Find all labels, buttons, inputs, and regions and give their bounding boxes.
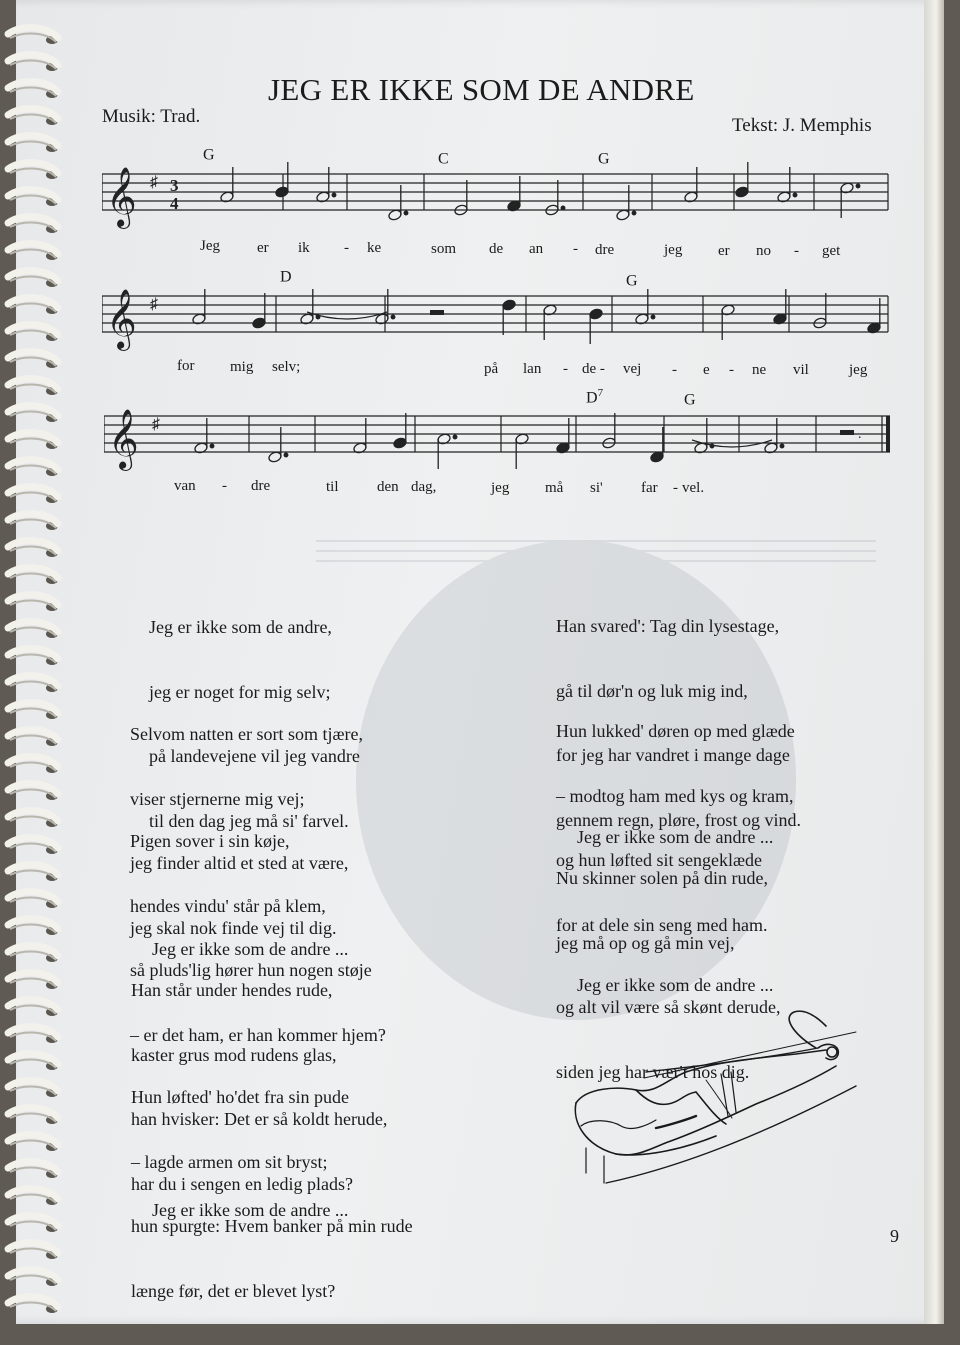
- music-staff-3: [104, 402, 894, 472]
- text-credit: Tekst: J. Memphis: [732, 115, 872, 136]
- chord-symbol: G: [626, 272, 638, 290]
- verse-line: Han står under hendes rude,: [131, 980, 333, 1000]
- verse-line: Jeg er ikke som de andre ...: [577, 975, 774, 995]
- lyric-syllable: er: [257, 240, 269, 256]
- note-dot: [332, 193, 336, 197]
- verse-line: gennem regn, pløre, frost og vind.: [556, 809, 801, 830]
- svg-text:𝄞: 𝄞: [106, 289, 137, 349]
- verse-line: han hvisker: Det er så koldt herude,: [131, 1109, 388, 1129]
- lyric-syllable: på: [484, 361, 499, 377]
- time-signature-top: 3: [170, 176, 179, 195]
- song-title: JEG ER IKKE SOM DE ANDRE: [268, 72, 695, 107]
- lyric-syllable: jeg: [664, 242, 683, 258]
- verse-line: Jeg er ikke som de andre ...: [152, 1200, 349, 1220]
- lyric-syllable: de: [489, 241, 504, 257]
- refrain: [152, 1157, 348, 1265]
- verse-line: til den dag jeg må si' farvel.: [149, 810, 349, 831]
- violin-sketch-icon: [556, 1008, 876, 1193]
- lyric-syllable: get: [822, 243, 841, 259]
- lyric-syllable: mig: [230, 359, 254, 375]
- lyric-syllable: si': [590, 480, 603, 496]
- lyric-syllable: -: [672, 362, 677, 378]
- lyric-syllable: jeg: [849, 362, 868, 378]
- verse-line: Han svared': Tag din lysestage,: [556, 616, 780, 636]
- verse-line: Jeg er ikke som de andre,: [149, 617, 332, 637]
- lyric-syllable: for: [177, 358, 195, 374]
- note-head: [502, 299, 517, 312]
- note-head: [388, 209, 403, 222]
- note-dot: [632, 211, 636, 215]
- verse-line: Nu skinner solen på din rude,: [556, 868, 768, 888]
- verse-line: hendes vindu' står på klem,: [130, 895, 326, 916]
- lyric-syllable: ik: [298, 240, 310, 256]
- note-dot: [210, 444, 214, 448]
- verse-line: har du i sengen en ledig plads?: [131, 1173, 353, 1194]
- verse-line: og hun løfted sit sengeklæde: [556, 850, 762, 870]
- songbook-page: [16, 0, 944, 1324]
- svg-text:♯: ♯: [150, 174, 158, 191]
- lyric-syllable: no: [756, 243, 771, 259]
- lyric-syllable: vej: [623, 361, 642, 377]
- lyric-syllable: vil: [793, 362, 809, 378]
- lyric-syllable: som: [431, 241, 457, 257]
- lyric-syllable: -: [222, 478, 227, 494]
- verse-line: Pigen sover i sin køje,: [130, 831, 290, 851]
- svg-text:♯: ♯: [150, 296, 158, 313]
- lyric-syllable: -: [729, 362, 734, 378]
- verse-line: Jeg er ikke som de andre ...: [152, 939, 349, 959]
- lyric-syllable: selv;: [272, 359, 301, 375]
- note-dot: [710, 444, 714, 448]
- svg-text:𝄞: 𝄞: [108, 409, 139, 469]
- spiral-binding: [0, 0, 90, 1324]
- music-staff-1: [102, 160, 892, 230]
- lyric-syllable: lan: [523, 361, 542, 377]
- verse-line: jeg må op og gå min vej,: [556, 932, 735, 953]
- note-dot: [651, 315, 655, 319]
- lyric-syllable: -: [563, 361, 568, 377]
- chord-symbol: D: [280, 268, 292, 286]
- chord-symbol: C: [438, 150, 449, 168]
- chord-symbol: G: [598, 150, 610, 168]
- lyric-syllable: ne: [752, 362, 767, 378]
- verse-line: på landevejene vil jeg vandre: [149, 746, 360, 766]
- time-signature-bottom: 4: [170, 194, 179, 213]
- note-dot: [856, 184, 860, 188]
- verse-line: Hun løfted' ho'det fra sin pude: [131, 1087, 349, 1107]
- verse-line: Hun lukked' døren op med glæde: [556, 721, 795, 741]
- note-dot: [316, 315, 320, 319]
- verse-line: siden jeg har vær't hos dig.: [556, 1061, 750, 1082]
- chord-symbol: G: [203, 146, 215, 164]
- verse-line: hun spurgte: Hvem banker på min rude: [131, 1216, 413, 1236]
- lyric-syllable: ke: [367, 240, 382, 256]
- lyric-syllable: dre: [251, 478, 271, 494]
- note-head: [650, 451, 665, 464]
- verse-line: – lagde armen om sit bryst;: [131, 1151, 328, 1172]
- verse-line: jeg skal nok finde vej til dig.: [130, 917, 337, 938]
- verse-line: – modtog ham med kys og kram,: [556, 785, 794, 806]
- lyric-syllable: -: [673, 480, 678, 496]
- music-credit: Musik: Trad.: [102, 106, 201, 127]
- note-head: [393, 437, 408, 450]
- chord-symbol: G: [684, 391, 696, 409]
- verse-line: for at dele sin seng med ham.: [556, 914, 768, 935]
- lyric-syllable: -: [573, 241, 578, 257]
- note-head: [589, 308, 604, 321]
- lyric-syllable: an: [529, 241, 544, 257]
- verse-line: så pluds'lig hører hun nogen støje: [130, 960, 372, 980]
- lyric-syllable: van: [174, 478, 196, 494]
- note-head: [616, 209, 631, 222]
- verse-line: for jeg har vandret i mange dage: [556, 745, 790, 765]
- lyric-syllable: dag,: [411, 479, 437, 495]
- chord-symbol: $D^7$: [586, 387, 604, 407]
- lyric-syllable: e: [703, 362, 710, 378]
- verse-line: gå til dør'n og luk mig ind,: [556, 680, 748, 701]
- music-staff-2: [102, 282, 892, 352]
- lyric-syllable: må: [545, 480, 564, 496]
- note-dot: [453, 435, 457, 439]
- svg-text:♯: ♯: [152, 416, 160, 433]
- lyric-syllable: dre: [595, 242, 615, 258]
- svg-text:.: .: [858, 427, 862, 442]
- lyric-syllable: jeg: [491, 480, 510, 496]
- lyric-syllable: den: [377, 479, 399, 495]
- lyric-syllable: -: [794, 243, 799, 259]
- verse-line: viser stjernerne mig vej;: [130, 788, 305, 809]
- note-dot: [404, 211, 408, 215]
- lyric-syllable: til: [326, 479, 339, 495]
- page-edge: [924, 0, 944, 1324]
- verse-line: Selvom natten er sort som tjære,: [130, 724, 363, 744]
- verse-line: jeg er noget for mig selv;: [149, 681, 331, 702]
- verse-line: – er det ham, er han kommer hjem?: [130, 1024, 386, 1045]
- note-head: [275, 186, 290, 199]
- note-dot: [793, 193, 797, 197]
- lyric-syllable: de -: [582, 361, 605, 377]
- verse-line: længe før, det er blevet lyst?: [131, 1280, 336, 1301]
- lyric-syllable: Jeg: [200, 238, 220, 254]
- note-dot: [284, 453, 288, 457]
- note-head: [252, 317, 267, 330]
- lyric-syllable: -: [344, 240, 349, 256]
- verse-line: Jeg er ikke som de andre ...: [577, 827, 774, 847]
- verse-line: kaster grus mod rudens glas,: [131, 1044, 337, 1065]
- page-number: 9: [890, 1226, 899, 1246]
- note-head: [735, 186, 750, 199]
- note-dot: [780, 444, 784, 448]
- verse-line: og alt vil være så skønt derude,: [556, 997, 781, 1017]
- svg-text:𝄞: 𝄞: [106, 167, 137, 227]
- note-head: [268, 451, 283, 464]
- verse-line: jeg finder altid et sted at være,: [130, 853, 349, 873]
- lyric-syllable: far: [641, 480, 658, 496]
- lyric-syllable: er: [718, 243, 730, 259]
- note-dot: [561, 206, 565, 210]
- lyric-syllable: vel.: [682, 480, 705, 496]
- note-dot: [391, 315, 395, 319]
